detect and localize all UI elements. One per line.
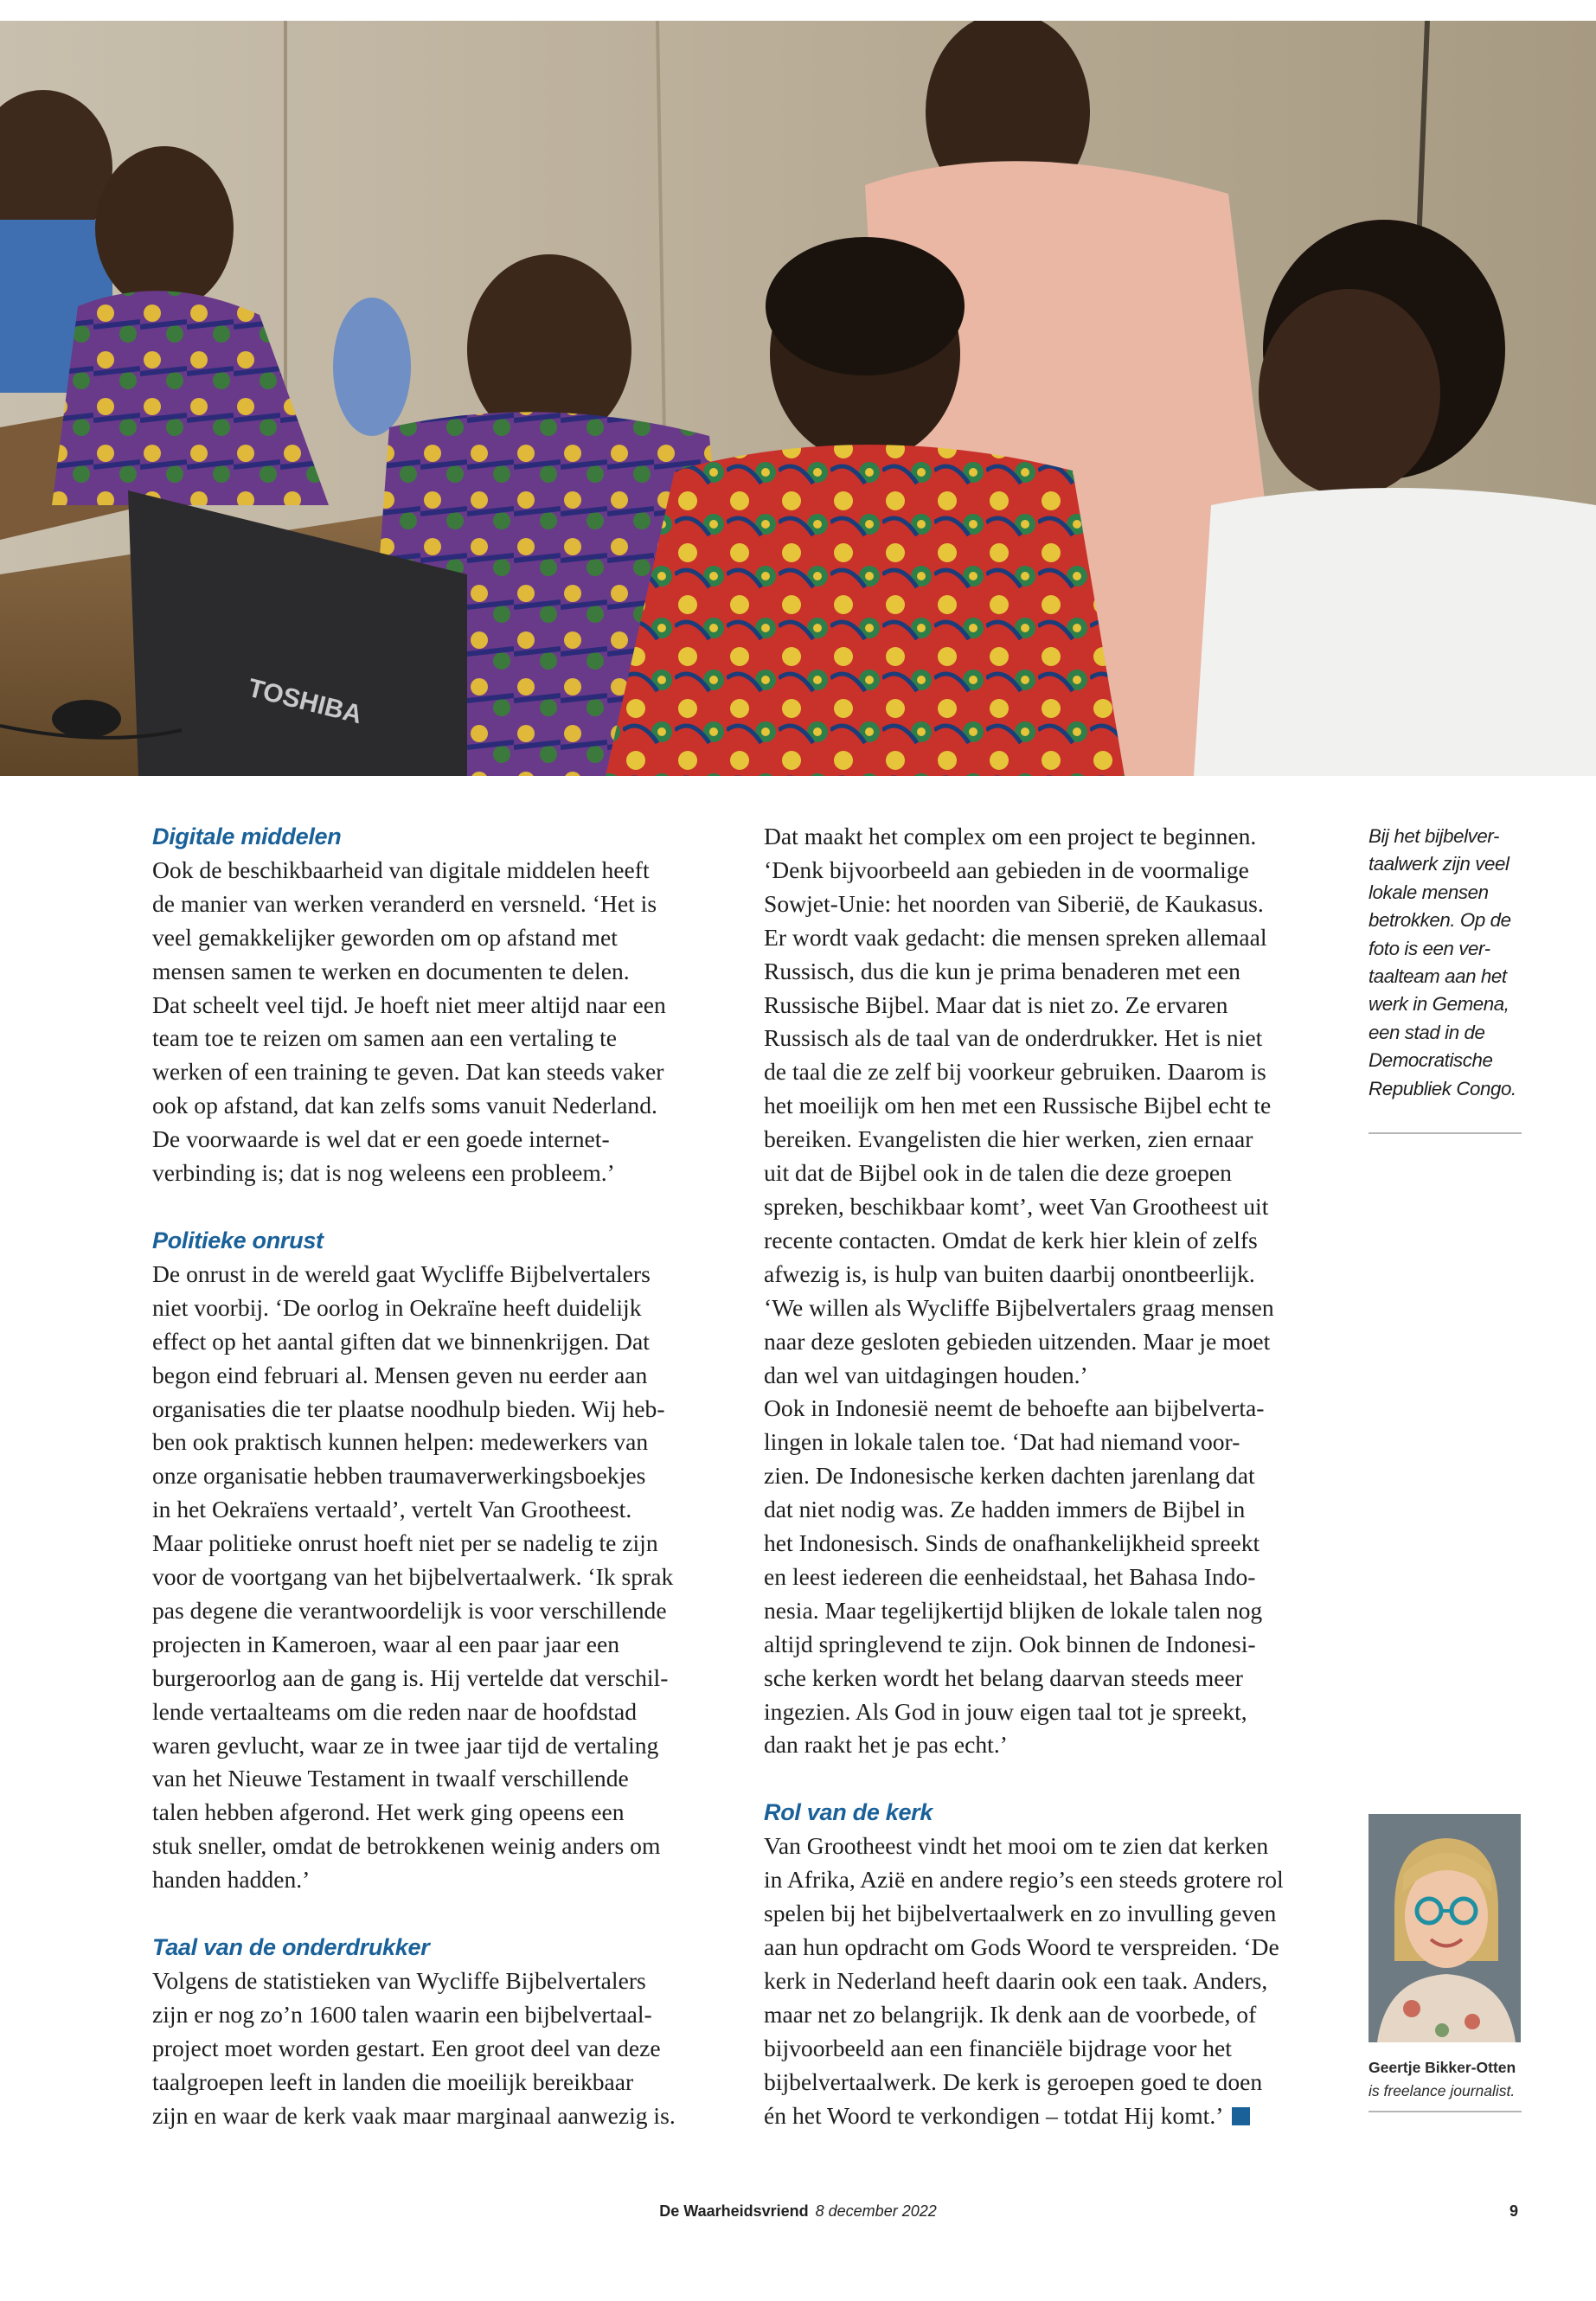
body-line: lingen in lokale talen toe. ‘Dat had niemand voor- [764,1428,1240,1456]
paragraph-spacer [152,1897,719,1931]
body-line: recente contacten. Omdat de kerk hier klein of zelfs [764,1226,1258,1253]
body-line: Russisch, dus die kun je prima benaderen met een [764,957,1240,984]
body-line: mensen samen te werken en documenten te delen. [152,957,630,984]
section-heading-digitale-middelen: Digitale middelen [152,824,342,849]
body-line: voor de voortgang van het bijbelvertaalwerk. ‘Ik sprak [152,1563,674,1591]
body-line: het moeilijk om hen met een Russische Bijbel echt te [764,1092,1272,1119]
body-line: onze organisatie hebben traumaverwerkingsboekjes [152,1462,646,1490]
body-line: Dat maakt het complex om een project te beginnen. [764,823,1257,849]
body-line: taalgroepen leeft in landen die moeilijk bereikbaar [152,2067,634,2095]
caption-line: foto is een ver- [1368,937,1490,959]
body-line: veel gemakkelijker geworden om op afstand met [152,923,618,951]
final-line-text: én het Woord te verkondigen – totdat Hij komt.’ [764,2101,1224,2129]
paragraph-spacer [152,1190,719,1224]
body-line: dat niet nodig was. Ze hadden immers de Bijbel in [764,1496,1246,1523]
caption-line: lokale mensen [1368,881,1489,903]
caption-line: Bij het bijbelver- [1368,825,1500,847]
body-line: bereiken. Evangelisten die hier werken, zien ernaar [764,1125,1253,1153]
body-line: team toe te reizen om samen aan een vertaling te [152,1024,618,1052]
body-line: de manier van werken veranderd en versneld. ‘Het is [152,889,657,917]
publication-name: De Waarheidsvriend [659,2202,809,2220]
body-line: Maar politieke onrust hoeft niet per se nadelig te zijn [152,1529,658,1557]
body-line: pas degene die verantwoordelijk is voor verschillende [152,1596,667,1624]
body-line: naar deze gesloten gebieden uitzenden. Maar je moet [764,1327,1271,1355]
caption-line: werk in Gemena, [1368,993,1509,1016]
author-credit [1368,2056,1542,2103]
body-line: bijbelvertaalwerk. De kerk is geroepen goed te doen [764,2067,1263,2095]
caption-line: taalwerk zijn veel [1368,853,1509,875]
body-line: Russische Bijbel. Maar dat is niet zo. Ze ervaren [764,990,1228,1018]
body-line: ingezien. Als God in jouw eigen taal tot je spreekt, [764,1697,1247,1725]
body-line: altijd springlevend te zijn. Ook binnen de Indonesi- [764,1630,1256,1657]
body-line: uit dat de Bijbel ook in de talen die deze groepen [764,1159,1232,1187]
body-line: werken of een training te geven. Dat kan steeds vaker [152,1058,664,1086]
author-portrait-image [1368,1814,1521,2042]
body-line: begon eind februari al. Mensen geven nu eerder aan [152,1361,648,1388]
article-photo [0,21,1596,776]
body-line: zijn en waar de kerk vaak maar marginaal aanwezig is. [152,2101,676,2129]
caption-line: Democratische [1368,1049,1493,1072]
end-of-article-mark [1232,2107,1250,2125]
body-line: Er wordt vaak gedacht: die mensen spreken allemaal [764,923,1267,951]
body-line: zijn er nog zo’n 1600 talen waarin een bijbelvertaal- [152,2000,652,2028]
laptop-brand-label: TOSHIBA [245,673,365,730]
body-line: sche kerken wordt het belang daarvan steeds meer [764,1663,1243,1691]
section-heading-politieke-onrust: Politieke onrust [152,1227,324,1253]
body-line: ook op afstand, dat kan zelfs soms vanuit Nederland. [152,1092,657,1119]
page-number: 9 [1509,2202,1519,2220]
author-divider [1368,2111,1522,2112]
caption-line: Republiek Congo. [1368,1077,1516,1099]
author-role: is freelance journalist. [1368,2082,1516,2099]
body-line: van het Nieuwe Testament in twaalf verschillende [152,1765,629,1792]
body-line: lende vertaalteams om die reden naar de hoofdstad [152,1697,638,1725]
body-line: bijvoorbeeld aan een financiële bijdrage voor het [764,2034,1232,2061]
body-line-final [764,2099,1328,2133]
body-line: stuk sneller, omdat de betrokkenen weinig anders om [152,1832,661,1860]
body-line: ‘We willen als Wycliffe Bijbelvertalers graag mensen [764,1293,1274,1321]
page-footer [0,2202,1596,2221]
paragraph-spacer [764,1762,1328,1796]
caption-divider [1368,1132,1522,1134]
body-line: project moet worden gestart. Een groot deel van deze [152,2034,661,2061]
body-line: niet voorbij. ‘De oorlog in Oekraïne heeft duidelijk [152,1293,642,1321]
caption-line: een stad in de [1368,1021,1485,1043]
body-line: waren gevlucht, waar ze in twee jaar tijd de vertaling [152,1731,659,1759]
body-line: en leest iedereen die eenheidstaal, het Bahasa Indo- [764,1562,1256,1590]
body-line: Ook de beschikbaarheid van digitale middelen heeft [152,856,650,883]
translation-team-photo [0,21,1596,776]
author-name: Geertje Bikker-Otten [1368,2059,1516,2076]
body-line: organisaties die ter plaatse noodhulp bieden. Wij heb- [152,1394,665,1422]
body-line: de taal die ze zelf bij voorkeur gebruiken. Daarom is [764,1058,1266,1086]
body-line: Dat scheelt veel tijd. Je hoeft niet meer altijd naar een [152,990,666,1018]
body-line: in Afrika, Azië en andere regio’s een steeds grotere rol [764,1866,1284,1894]
body-line: De onrust in de wereld gaat Wycliffe Bijbelvertalers [152,1259,651,1287]
body-line: spreken, beschikbaar komt’, weet Van Grootheest uit [764,1192,1269,1220]
section-heading-taal-van-de-onderdrukker: Taal van de onderdrukker [152,1934,430,1961]
body-line: afwezig is, is hulp van buiten daarbij onontbeerlijk. [764,1259,1255,1287]
body-line: Sowjet-Unie: het noorden van Siberië, de Kaukasus. [764,889,1264,917]
section-heading-rol-van-de-kerk: Rol van de kerk [764,1799,933,1826]
body-line: dan raakt het je pas echt.’ [764,1731,1008,1759]
body-line: zien. De Indonesische kerken dachten jarenlang dat [764,1462,1255,1490]
body-line: Ook in Indonesië neemt de behoefte aan bijbelverta- [764,1394,1265,1422]
body-line: projecten in Kameroen, waar al een paar jaar een [152,1630,620,1657]
article-column-1 [152,820,719,2133]
body-line: handen hadden.’ [152,1866,311,1894]
body-line: ‘Denk bijvoorbeeld aan gebieden in de voormalige [764,856,1249,883]
author-portrait [1368,1814,1521,2042]
body-line: burgeroorlog aan de gang is. Hij vertelde dat verschil- [152,1663,669,1691]
body-line: aan hun opdracht om Gods Woord te verspreiden. ‘De [764,1933,1279,1960]
body-line: het Indonesisch. Sinds de onafhankelijkheid spreekt [764,1529,1260,1557]
publication-date: 8 december 2022 [815,2202,937,2220]
body-line: maar net zo belangrijk. Ik denk aan de voorbede, of [764,2000,1257,2028]
body-line: nesia. Maar tegelijkertijd blijken de lokale talen nog [764,1596,1263,1624]
body-line: verbinding is; dat is nog weleens een probleem.’ [152,1159,615,1187]
body-line: talen hebben afgerond. Het werk ging opeens een [152,1798,625,1826]
body-line: Russisch als de taal van de onderdrukker. Het is niet [764,1024,1263,1052]
body-line: dan wel van uitdagingen houden.’ [764,1361,1088,1388]
body-line: spelen bij het bijbelvertaalwerk en zo invulling geven [764,1900,1277,1927]
body-line: in het Oekraïens vertaald’, vertelt Van Grootheest. [152,1496,632,1523]
body-line: effect op het aantal giften dat we binnenkrijgen. Dat [152,1327,650,1355]
photo-caption [1368,823,1529,1103]
caption-line: taalteam aan het [1368,965,1507,988]
caption-line: betrokken. Op de [1368,909,1511,932]
body-line: De voorwaarde is wel dat er een goede internet- [152,1125,610,1153]
body-line: Volgens de statistieken van Wycliffe Bijbelvertalers [152,1967,646,1994]
body-line: kerk in Nederland heeft daarin ook een taak. Anders, [764,1966,1268,1994]
body-line: ben ook praktisch kunnen helpen: medewerkers van [152,1428,649,1456]
article-column-2 [764,820,1328,2132]
body-line: Van Grootheest vindt het mooi om te zien dat kerken [764,1832,1269,1860]
